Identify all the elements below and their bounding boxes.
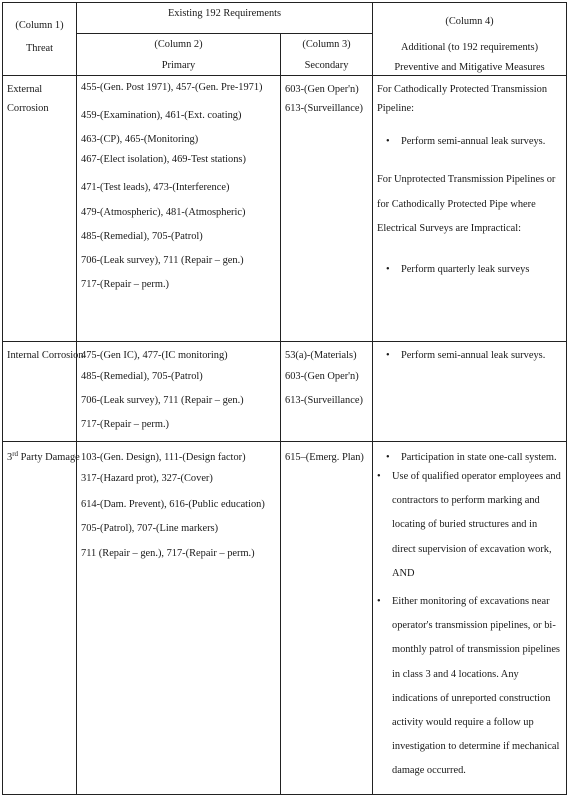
primary-cell [77,442,281,795]
bullet-icon: • [386,136,390,147]
header-col2 [77,33,281,75]
secondary-item: 603-(Gen Oper'n) [285,84,359,95]
header-existing [77,3,373,34]
primary-cell [77,76,281,342]
table-row [3,342,567,442]
list-item [377,130,563,154]
primary-item: 455-(Gen. Post 1971), 457-(Gen. Pre-1971) [81,82,263,93]
bullet-icon: • [386,452,390,463]
secondary-cell [281,76,373,342]
bullet-text: Participation in state one-call system. [401,452,557,463]
bullet-text: Perform semi-annual leak surveys. [401,136,546,147]
threat-text: Party Damage [18,452,80,463]
primary-item: 475-(Gen IC), 477-(IC monitoring) [81,350,228,361]
threat-line: External [7,84,43,95]
additional-cell [373,442,567,795]
primary-item: 317-(Hazard prot), 327-(Cover) [81,473,213,484]
col4-title-2: Preventive and Mitigative Measures [394,62,545,73]
col1-title: Threat [25,42,54,54]
threat-line: Corrosion [7,103,49,114]
bullet-icon: • [386,350,390,361]
table-row [3,76,567,342]
threat-cell [3,442,80,795]
primary-item: 717-(Repair – perm.) [81,279,170,291]
header-col1 [3,3,77,76]
list-item [377,258,563,282]
threat-cell [3,76,77,342]
list-item [377,590,563,784]
additional-cell [373,76,567,342]
table-row [3,442,567,795]
existing-requirements-label: Existing 192 Requirements [167,8,282,19]
threat-line [7,448,80,467]
bullet-icon: • [386,263,390,275]
primary-item: 471-(Test leads), 473-(Interference) [81,182,230,194]
primary-item: 717-(Repair – perm.) [81,419,170,431]
threat-cell [3,342,84,442]
primary-cell [77,342,281,442]
threat-number: 3 [7,452,13,463]
primary-item: 614-(Dam. Prevent), 616-(Public education) [81,499,265,511]
secondary-cell [281,442,373,795]
secondary-item: 613-(Surveillance) [285,103,363,114]
col2-label: (Column 2) [154,38,203,50]
primary-item: 467-(Elect isolation), 469-Test stations) [81,154,246,166]
additional-cell [373,342,567,442]
primary-item: 705-(Patrol), 707-(Line markers) [81,523,219,535]
additional-intro: For Unprotected Transmission Pipelines or for Cathodically Protected Pipe where Electrical Surveys are Impractical: [377,174,556,235]
header-col4 [373,3,567,76]
list-item [377,346,563,365]
secondary-item: 613-(Surveillance) [285,395,363,407]
col4-title-1: Additional (to 192 requirements) [400,42,539,53]
col3-label: (Column 3) [302,38,351,50]
list-item [377,465,563,586]
header-col3 [281,33,373,75]
col1-label: (Column 1) [15,19,64,31]
secondary-item: 615–(Emerg. Plan) [285,452,364,463]
primary-item: 706-(Leak survey), 711 (Repair – gen.) [81,255,244,267]
primary-item: 711 (Repair – gen.), 717-(Repair – perm.) [81,547,255,559]
threat-ordinal: rd [12,450,19,458]
bullet-icon: • [377,471,381,482]
primary-item: 103-(Gen. Design), 111-(Design factor) [81,452,246,463]
bullet-text: Perform semi-annual leak surveys. [401,350,546,361]
primary-item: 485-(Remedial), 705-(Patrol) [81,230,203,242]
col2-title: Primary [161,59,196,71]
bullet-text: Either monitoring of excavations near operator's transmission pipelines, or bi-monthly patrol of transmission pipelines in class 3 and 4 locations. Any indications of unreported construction activity would require a follow up investigation to determine if mechanical damage occurred. [392,596,560,777]
primary-item: 479-(Atmospheric), 481-(Atmospheric) [81,206,246,218]
secondary-item: 53(a)-(Materials) [285,350,357,361]
col3-title: Secondary [304,59,349,71]
col4-label: (Column 4) [445,16,494,27]
bullet-text: Use of qualified operator employees and contractors to perform marking and locating of buried structures and in direct supervision of excavation work, AND [392,471,561,579]
primary-item: 485-(Remedial), 705-(Patrol) [81,371,203,382]
primary-item: 706-(Leak survey), 711 (Repair – gen.) [81,395,244,407]
additional-intro: For Cathodically Protected Transmission Pipeline: [377,84,548,114]
bullet-icon: • [377,596,381,608]
bullet-text: Perform quarterly leak surveys [401,263,530,275]
primary-item: 463-(CP), 465-(Monitoring) [81,134,199,146]
threat-requirements-table [2,2,567,795]
threat-line: Internal Corrosion [7,350,84,361]
secondary-item: 603-(Gen Oper'n) [285,371,359,382]
primary-item: 459-(Examination), 461-(Ext. coating) [81,110,242,121]
secondary-cell [281,342,373,442]
